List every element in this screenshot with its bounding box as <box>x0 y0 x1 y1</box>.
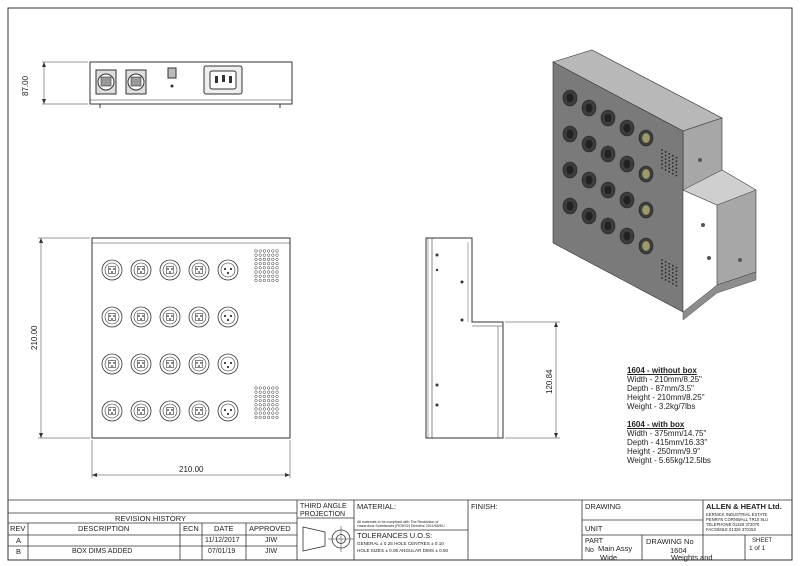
company-address-2: PENRYN CORNWALL TR10 9LU <box>706 517 769 522</box>
rev-row-b-date: 07/01/19 <box>208 548 236 555</box>
dim-top-height: 87.00 <box>21 75 30 96</box>
dim-front-width: 210.00 <box>179 465 204 474</box>
iso-xlr-icon <box>582 208 596 224</box>
iso-xlr-icon <box>639 202 653 218</box>
part-no-label-2: No <box>585 547 594 554</box>
iso-xlr-icon <box>601 182 615 198</box>
iso-xlr-icon <box>601 146 615 162</box>
xlr-female-icon <box>102 307 122 327</box>
iso-xlr-icon <box>639 130 653 146</box>
xlr-female-icon <box>131 401 151 421</box>
part-name-1: Main Assy <box>598 544 633 553</box>
sheet-label: SHEET <box>752 538 773 544</box>
company-name: ALLEN & HEATH Ltd. <box>706 502 782 511</box>
spec-with-box-title: 1604 - with box <box>627 420 685 429</box>
drawing-no: 1604 <box>670 546 687 555</box>
rev-header-description: DESCRIPTION <box>78 524 130 533</box>
spec-line: Height - 210mm/8.25" <box>627 393 705 402</box>
tolerances-line-1: GENERAL ± 0.25 HOLE CENTRES ± 0.10 <box>357 541 444 546</box>
xlr-male-icon <box>218 307 238 327</box>
isometric-view <box>553 50 756 320</box>
spec-line: Width - 210mm/8.25" <box>627 375 702 384</box>
iso-xlr-icon <box>582 172 596 188</box>
company-address-3: TELEPHONE 01326 372070 <box>706 522 760 527</box>
projection-label-1: THIRD ANGLE <box>300 503 347 510</box>
rev-row-a-rev: A <box>16 536 22 545</box>
rev-row-b-approved: JIW <box>265 548 278 555</box>
finish-label: FINISH: <box>471 502 498 511</box>
company-address-4: FACSIMILE 01326 370153 <box>706 527 756 532</box>
xlr-female-icon <box>189 401 209 421</box>
iso-xlr-icon <box>620 120 634 136</box>
iso-xlr-icon <box>582 136 596 152</box>
iso-xlr-icon <box>563 126 577 142</box>
xlr-female-icon <box>160 354 180 374</box>
drawing-sub: Weights and <box>671 553 713 562</box>
side-view <box>426 238 560 438</box>
rev-row-a-approved: JIW <box>265 537 278 544</box>
material-note-2: Hazardous Substances (ROHS2) Directive 2011/65/EU <box>357 524 445 528</box>
rev-header-date: DATE <box>214 524 234 533</box>
tolerances-title: TOLERANCES U.O.S: <box>357 531 433 540</box>
xlr-female-icon <box>189 260 209 280</box>
xlr-female-icon <box>160 307 180 327</box>
company-address-1: KERNICK INDUSTRIAL ESTATE <box>706 512 768 517</box>
drawing-no-label: DRAWING No <box>646 537 694 546</box>
drawing-label: DRAWING <box>585 502 621 511</box>
spec-line: Height - 250mm/9.9" <box>627 447 701 456</box>
projection-label-2: PROJECTION <box>300 511 346 518</box>
xlr-female-icon <box>160 260 180 280</box>
iso-xlr-icon <box>620 228 634 244</box>
unit-label: UNIT <box>585 524 603 533</box>
spec-notes <box>627 366 737 465</box>
top-view <box>42 62 292 108</box>
rev-header-approved: APPROVED <box>249 524 291 533</box>
xlr-female-icon <box>102 260 122 280</box>
spec-line: Depth - 415mm/16.33" <box>627 438 708 447</box>
rev-header-ecn: ECN <box>183 524 199 533</box>
dim-side-height: 120.84 <box>545 369 554 394</box>
iso-xlr-icon <box>639 166 653 182</box>
sheet-value: 1 of 1 <box>749 545 766 552</box>
rev-row-b-rev: B <box>16 547 22 556</box>
tolerances-line-2: HOLE SIZES ± 0.05 ANGULAR DIMS ± 0.50 <box>357 548 449 553</box>
iso-xlr-icon <box>639 238 653 254</box>
material-note-1: All materials to be compliant with The Restriction of <box>357 520 439 524</box>
iso-xlr-icon <box>601 218 615 234</box>
switch-icon <box>168 68 176 78</box>
xlr-male-icon <box>218 260 238 280</box>
part-name-2: Wide <box>600 553 618 562</box>
rev-header-rev: REV <box>10 524 26 533</box>
spec-line: Depth - 87mm/3.5" <box>627 384 694 393</box>
iec-power-inlet-icon <box>204 66 242 94</box>
spec-line: Width - 375mm/14.75" <box>627 429 707 438</box>
iso-xlr-icon <box>563 162 577 178</box>
material-label: MATERIAL: <box>357 502 397 511</box>
xlr-female-icon <box>131 354 151 374</box>
front-view <box>38 238 290 478</box>
iso-xlr-icon <box>620 192 634 208</box>
xlr-female-icon <box>131 260 151 280</box>
iso-xlr-icon <box>582 100 596 116</box>
spec-without-box-title: 1604 - without box <box>627 366 697 375</box>
xlr-male-icon <box>218 401 238 421</box>
spec-line: Weight - 3.2kg/7lbs <box>627 402 696 411</box>
xlr-female-icon <box>102 401 122 421</box>
xlr-female-icon <box>189 354 209 374</box>
iso-xlr-icon <box>601 110 615 126</box>
revision-history-title: REVISION HISTORY <box>115 514 186 523</box>
xlr-female-icon <box>160 401 180 421</box>
rev-row-b-description: BOX DIMS ADDED <box>72 548 133 555</box>
spec-line: Weight - 5.65kg/12.5lbs <box>627 456 711 465</box>
xlr-female-icon <box>102 354 122 374</box>
rev-row-a-date: 11/12/2017 <box>205 537 240 544</box>
iso-xlr-icon <box>620 156 634 172</box>
xlr-female-icon <box>189 307 209 327</box>
dim-front-height: 210.00 <box>30 325 39 350</box>
xlr-female-icon <box>131 307 151 327</box>
iso-xlr-icon <box>563 90 577 106</box>
xlr-male-icon <box>218 354 238 374</box>
part-no-label-1: PART <box>585 538 604 545</box>
iso-xlr-icon <box>563 198 577 214</box>
